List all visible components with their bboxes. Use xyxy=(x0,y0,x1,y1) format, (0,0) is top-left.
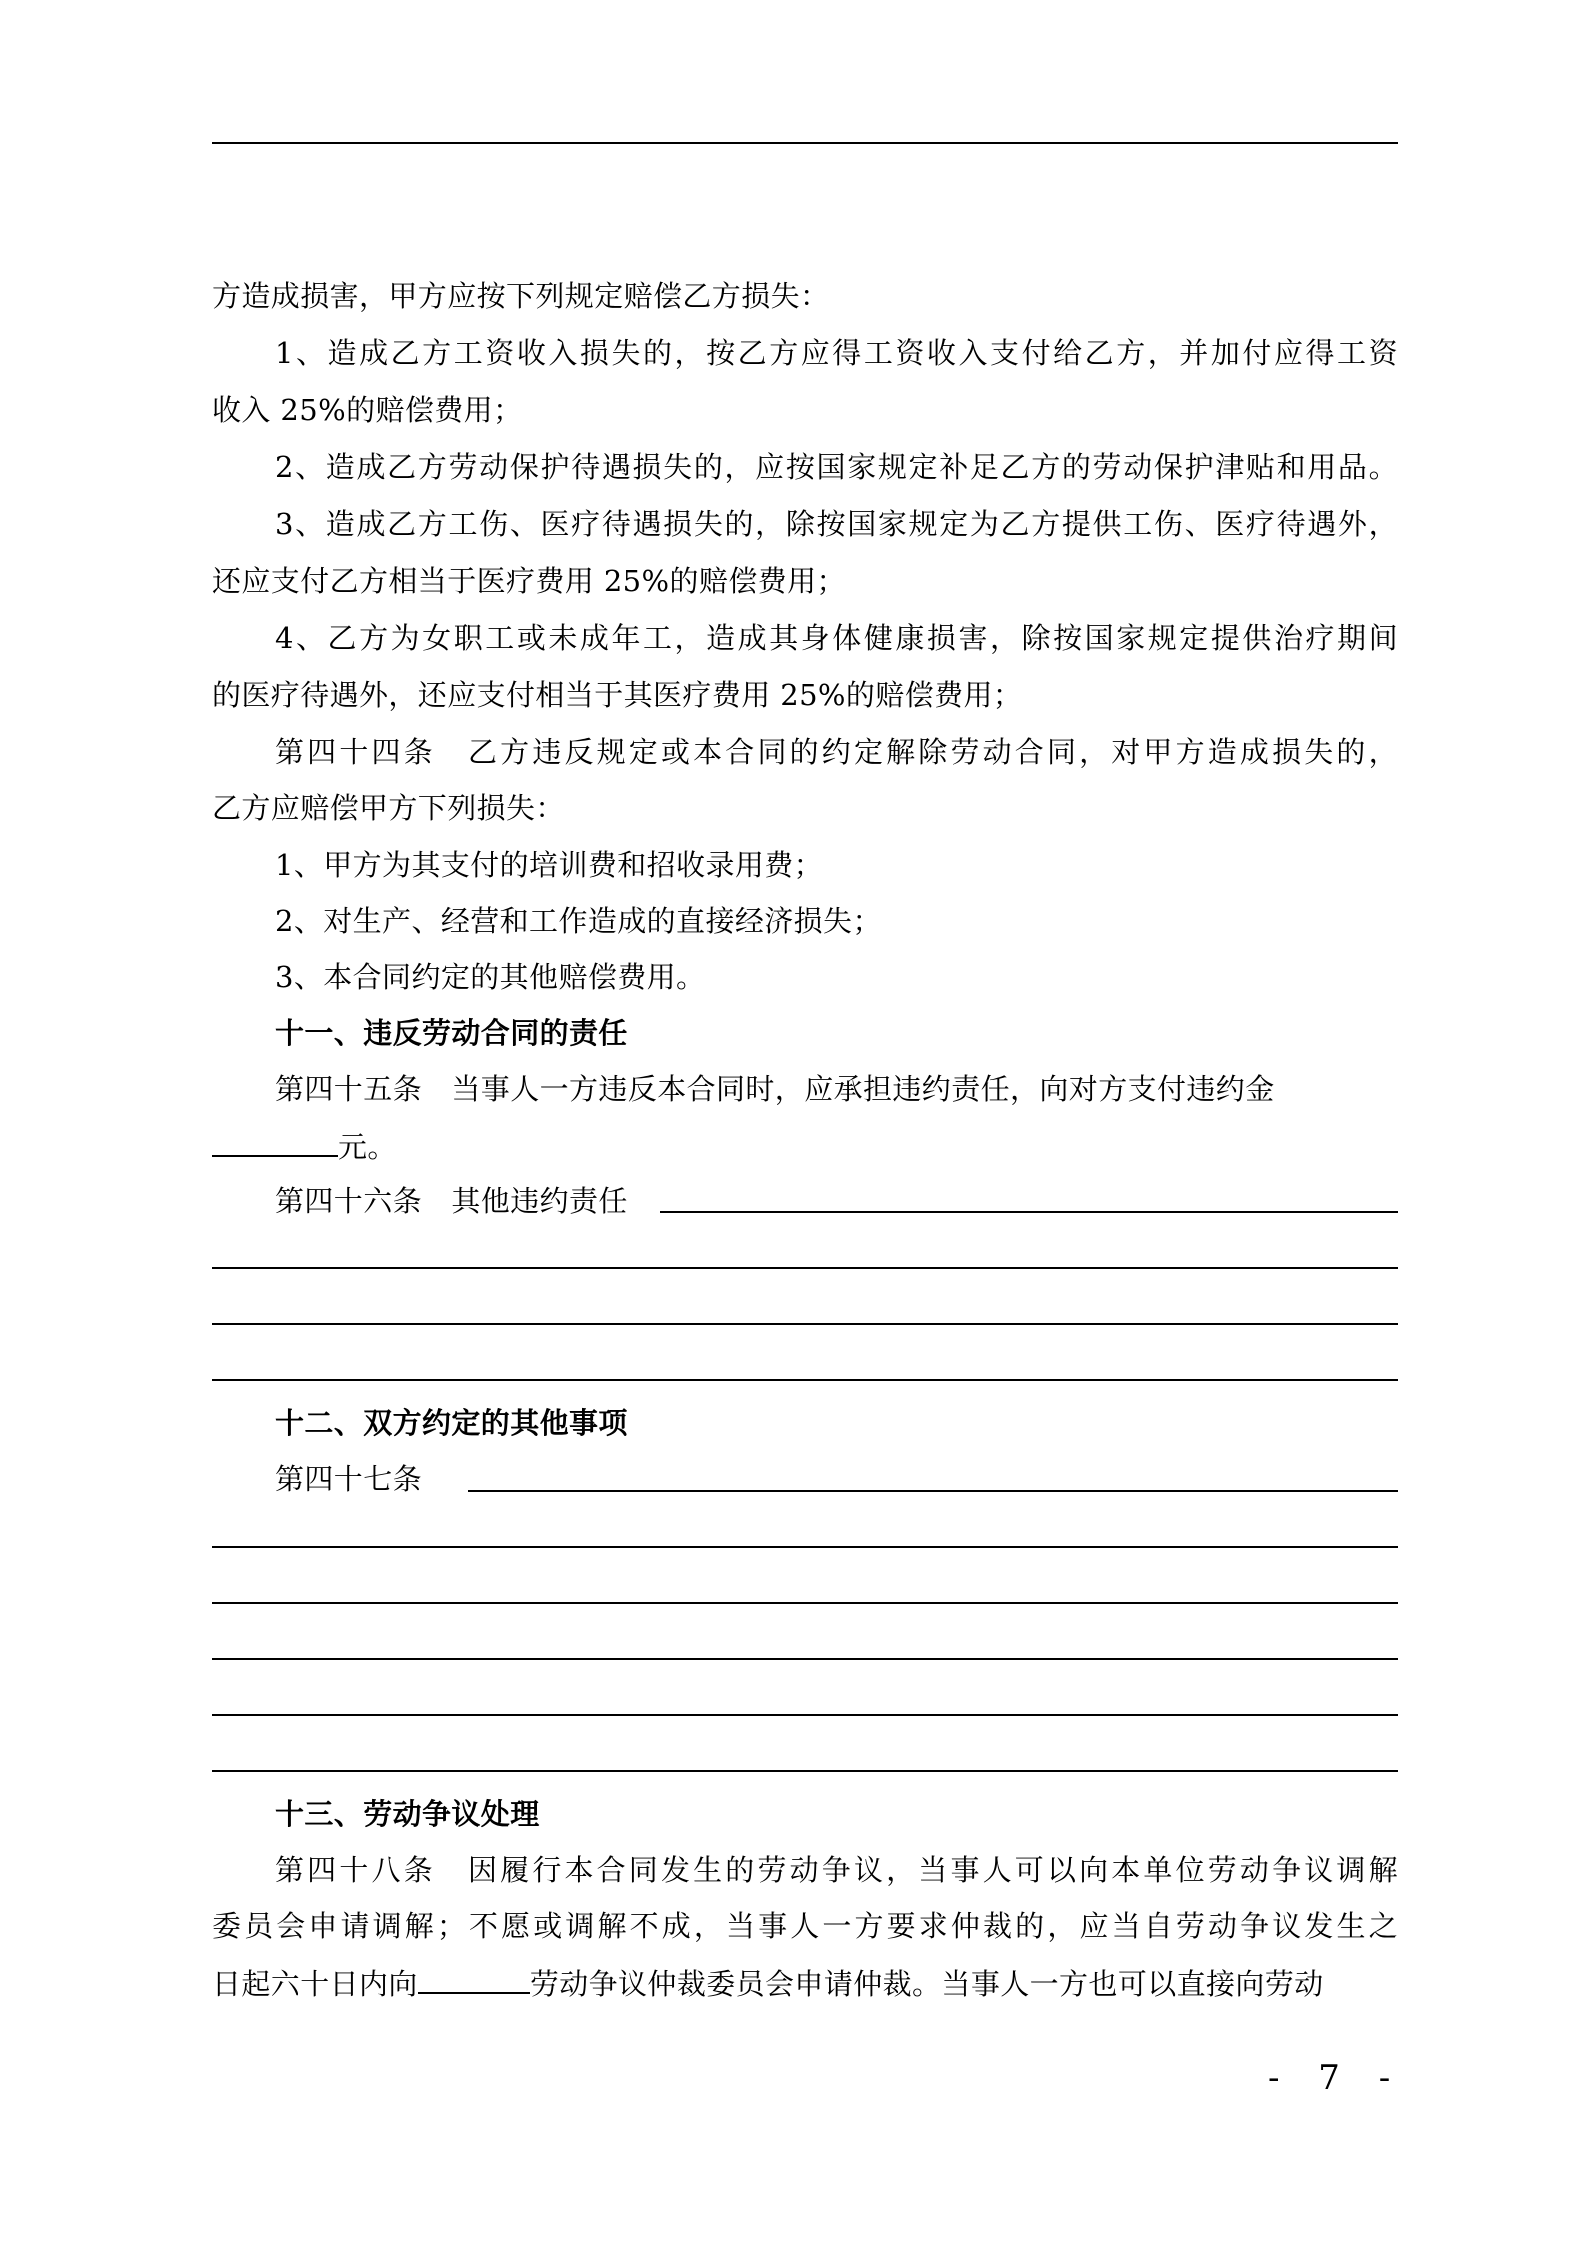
section-13-heading: 十三、劳动争议处理 xyxy=(275,1797,540,1831)
fill-in-line[interactable] xyxy=(212,1323,1398,1325)
article-48-line: 委员会申请调解；不愿或调解不成，当事人一方要求仲裁的，应当自劳动争议发生之 xyxy=(212,1909,1398,1943)
article-48-line-3 xyxy=(212,1964,1324,2002)
fill-in-line[interactable] xyxy=(212,1546,1398,1548)
list-item: 2、对生产、经营和工作造成的直接经济损失； xyxy=(275,904,882,938)
paragraph-line: 方造成损害，甲方应按下列规定赔偿乙方损失： xyxy=(212,279,830,313)
text-span: 日起六十日内向 xyxy=(212,1967,418,2001)
fill-in-line[interactable] xyxy=(212,1770,1398,1772)
paragraph-line: 乙方应赔偿甲方下列损失： xyxy=(212,791,565,825)
paragraph-line: 收入 25%的赔偿费用； xyxy=(212,393,523,427)
fill-in-line[interactable] xyxy=(212,1379,1398,1381)
list-item: 3、本合同约定的其他赔偿费用。 xyxy=(275,960,706,994)
fill-in-line[interactable] xyxy=(212,1658,1398,1660)
fill-in-line[interactable] xyxy=(212,1602,1398,1604)
section-11-heading: 十一、违反劳动合同的责任 xyxy=(275,1016,628,1050)
article-46-label: 第四十六条 其他违约责任 xyxy=(275,1184,628,1218)
article-48-line: 第四十八条 因履行本合同发生的劳动争议，当事人可以向本单位劳动争议调解 xyxy=(275,1853,1398,1887)
header-rule xyxy=(212,142,1398,144)
fill-in-line[interactable] xyxy=(212,1714,1398,1716)
section-12-heading: 十二、双方约定的其他事项 xyxy=(275,1406,628,1440)
page-number: - 7 - xyxy=(1268,2058,1405,2098)
fill-in-line[interactable] xyxy=(468,1490,1398,1492)
unit-yuan: 元。 xyxy=(338,1130,397,1164)
penalty-amount-blank[interactable] xyxy=(212,1127,338,1157)
fill-in-line[interactable] xyxy=(660,1211,1398,1213)
fill-in-line[interactable] xyxy=(212,1267,1398,1269)
paragraph-line: 的医疗待遇外，还应支付相当于其医疗费用 25%的赔偿费用； xyxy=(212,678,1023,712)
paragraph-line: 3、造成乙方工伤、医疗待遇损失的，除按国家规定为乙方提供工伤、医疗待遇外， xyxy=(275,507,1398,541)
article-45-line-2 xyxy=(212,1127,397,1165)
paragraph-line: 2、造成乙方劳动保护待遇损失的，应按国家规定补足乙方的劳动保护津贴和用品。 xyxy=(275,450,1398,484)
paragraph-line: 1、造成乙方工资收入损失的，按乙方应得工资收入支付给乙方，并加付应得工资 xyxy=(275,336,1398,370)
arbitration-committee-blank[interactable] xyxy=(418,1964,530,1994)
text-span: 劳动争议仲裁委员会申请仲裁。当事人一方也可以直接向劳动 xyxy=(529,1967,1324,2001)
article-45-line: 第四十五条 当事人一方违反本合同时，应承担违约责任，向对方支付违约金 xyxy=(275,1072,1275,1106)
list-item: 1、甲方为其支付的培训费和招收录用费； xyxy=(275,848,824,882)
article-44-line: 第四十四条 乙方违反规定或本合同的约定解除劳动合同，对甲方造成损失的， xyxy=(275,735,1398,769)
paragraph-line: 4、乙方为女职工或未成年工，造成其身体健康损害，除按国家规定提供治疗期间 xyxy=(275,621,1398,655)
paragraph-line: 还应支付乙方相当于医疗费用 25%的赔偿费用； xyxy=(212,564,846,598)
article-47-label: 第四十七条 xyxy=(275,1462,423,1496)
